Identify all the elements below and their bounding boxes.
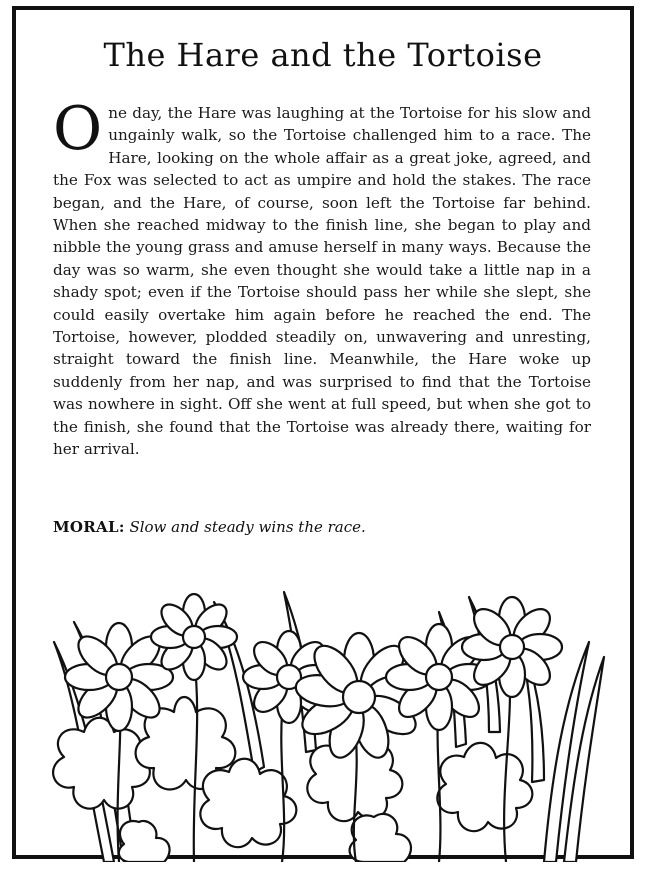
daisy-6 xyxy=(462,597,562,697)
story-paragraph xyxy=(53,94,591,461)
moral-line xyxy=(53,518,591,536)
page-title: The Hare and the Tortoise xyxy=(103,36,543,74)
daisy-2 xyxy=(151,594,237,680)
story-body: ne day, the Hare was laughing at the Tortoise for his slow and ungainly walk, so the Tortoise challenged him to a race. The Hare, looking on the whole affair as a great joke, agreed, and the Fox was selected to act as umpire and hold the stakes. The race began, and the Hare, of course, soon left the Tortoise far behind. When she reached midway to the finish line, she began to play and nibble the young grass and amuse herself in many ways. Because the day was so warm, she even thought she would take a little nap in a shady spot; even if the Tortoise should pass her while she slept, she could easily overtake him again before he reached the end. The Tortoise, however, plodded steadily on, unwavering and unresting, straight toward the finish line. Meanwhile, the Hare woke up suddenly from her nap, and was surprised to find that the Tortoise was nowhere in sight. Off she went at full speed, but when she got to the finish, she found that the Tortoise was already there, waiting for her arrival. xyxy=(53,104,591,459)
moral-text: Slow and steady wins the race. xyxy=(129,518,366,536)
flower-garden-svg xyxy=(44,582,614,862)
moral-label: MORAL: xyxy=(53,518,125,536)
page-frame xyxy=(12,6,634,859)
flower-illustration xyxy=(44,582,614,862)
drop-cap: O xyxy=(53,94,103,164)
story-text xyxy=(53,94,591,461)
